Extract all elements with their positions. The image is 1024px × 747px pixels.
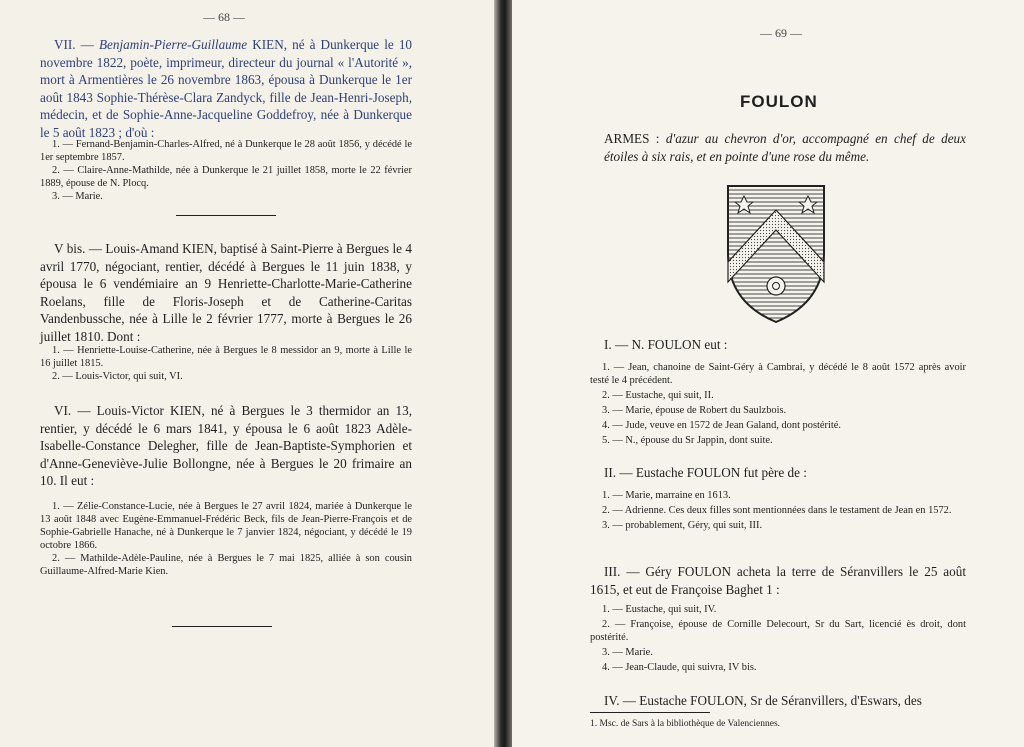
list-item: 2. — Eustache, qui suit, II.: [602, 390, 714, 401]
right-page: [512, 0, 1024, 747]
list-item: 3. — Marie, épouse de Robert du Saulzbois.: [602, 405, 787, 416]
generation-vbis-paragraph: V bis. — Louis-Amand KIEN, baptisé à Saint-Pierre à Bergues le 4 avril 1770, négociant, rentier, décédé à Bergues le 11 juin 1838, y épousa le 6 vendémiaire an 9 Henriette-Charlotte-Marie-Catherine Roelans, fille de Floris-Joseph et de Catherine-Caritas Vandenbussche, née à Lille le 2 février 1777, morte à Bergues le 26 juillet 1810. Dont :: [40, 241, 412, 344]
list-item: 1. — Jean, chanoine de Saint-Géry à Cambrai, y décédé le 8 août 1572 après avoir testé le 4 précédent.: [590, 362, 966, 386]
list-item: 2. — Claire-Anne-Mathilde, née à Dunkerque le 21 juillet 1858, morte le 22 février 1889, épouse de N. Plocq.: [40, 165, 412, 189]
list-item: 4. — Jude, veuve en 1572 de Jean Galand, dont postérité.: [602, 420, 841, 431]
coat-of-arms-shield-icon: [726, 184, 826, 324]
footnote-divider: [590, 712, 710, 713]
generation-vbis-children: [40, 344, 412, 383]
list-item: 3. — probablement, Géry, qui suit, III.: [602, 520, 763, 531]
list-item: 1. — Henriette-Louise-Catherine, née à Bergues le 8 messidor an 9, morte à Lille le 16 juillet 1815.: [40, 345, 412, 369]
generation-ii-children: [590, 489, 966, 534]
family-title: FOULON: [740, 92, 818, 111]
list-item: 2. — Adrienne. Ces deux filles sont mentionnées dans le testament de Jean en 1572.: [602, 505, 952, 516]
generation-vii-paragraph: VII. — Benjamin-Pierre-Guillaume KIEN, né à Dunkerque le 10 novembre 1822, poète, imprimeur, directeur du journal « l'Autorité », mort à Armentières le 26 novembre 1863, épousa à Dunkerque le 1er août 1843 Sophie-Thérèse-Clara Zandyck, fille de Jean-Henri-Joseph, médecin, et de Sophie-Anne-Jacqueline Goddefroy, née à Dunkerque le 5 août 1823 ; d'où :: [40, 37, 413, 140]
list-item: 1. — Eustache, qui suit, IV.: [602, 604, 717, 615]
generation-i-heading: I. — N. FOULON eut :: [604, 337, 728, 352]
generation-ii-heading: II. — Eustache FOULON fut père de :: [604, 465, 807, 480]
page-number-69: — 69 —: [760, 26, 802, 40]
generation-vii-children: [40, 138, 412, 203]
arms-description: ARMES : d'azur au chevron d'or, accompagné en chef de deux étoiles à six rais, et en pointe d'une rose du même.: [604, 131, 966, 164]
list-item: 1. — Zélie-Constance-Lucie, née à Bergues le 27 avril 1824, mariée à Dunkerque le 13 août 1848 avec Eugène-Emmanuel-Frédéric Beck, fils de Jean-Pierre-François et de Sophie-Gabrielle Hanache, né à Dunkerque le 7 janvier 1824, négociant, y décédé le 19 octobre 1866.: [40, 501, 412, 551]
generation-iii-paragraph: III. — Géry FOULON acheta la terre de Séranvillers le 25 août 1615, et eut de Françoise Baghet 1 :: [590, 564, 966, 597]
list-item: 2. — Mathilde-Adèle-Pauline, née à Bergues le 7 mai 1825, alliée à son cousin Guillaume-Alfred-Marie Kien.: [40, 553, 412, 577]
book-gutter: [494, 0, 514, 747]
list-item: 3. — Marie.: [52, 191, 103, 202]
list-item: 3. — Marie.: [602, 647, 653, 658]
list-item: 2. — Louis-Victor, qui suit, VI.: [52, 371, 183, 382]
generation-iv-paragraph: IV. — Eustache FOULON, Sr de Séranvillers, d'Eswars, des: [604, 693, 922, 708]
section-divider: [172, 626, 272, 627]
list-item: 5. — N., épouse du Sr Jappin, dont suite.: [602, 435, 773, 446]
section-divider: [176, 215, 276, 216]
list-item: 2. — Françoise, épouse de Cornille Delecourt, Sr du Sart, licencié ès droit, dont postérité.: [590, 619, 966, 643]
generation-i-children: [590, 361, 966, 449]
left-page: [0, 0, 496, 747]
list-item: 4. — Jean-Claude, qui suivra, IV bis.: [602, 662, 757, 673]
list-item: 1. — Fernand-Benjamin-Charles-Alfred, né à Dunkerque le 28 août 1856, y décédé le 1er septembre 1857.: [40, 139, 412, 163]
footnote: 1. Msc. de Sars à la bibliothèque de Valenciennes.: [590, 719, 781, 729]
generation-iii-children: [590, 603, 966, 676]
generation-vi-paragraph: VI. — Louis-Victor KIEN, né à Bergues le 3 thermidor an 13, rentier, y décédé le 6 mars 1841, y épousa le 6 août 1823 Adèle-Isabelle-Constance Delegher, fille de Jean-Baptiste-Symphorien et d'Anne-Geneviève-Julie Bollongne, née à Bergues le 20 frimaire an 10. Il eut :: [40, 403, 412, 489]
list-item: 1. — Marie, marraine en 1613.: [602, 490, 731, 501]
generation-vi-children: [40, 500, 412, 578]
page-number-68: — 68 —: [203, 10, 245, 24]
